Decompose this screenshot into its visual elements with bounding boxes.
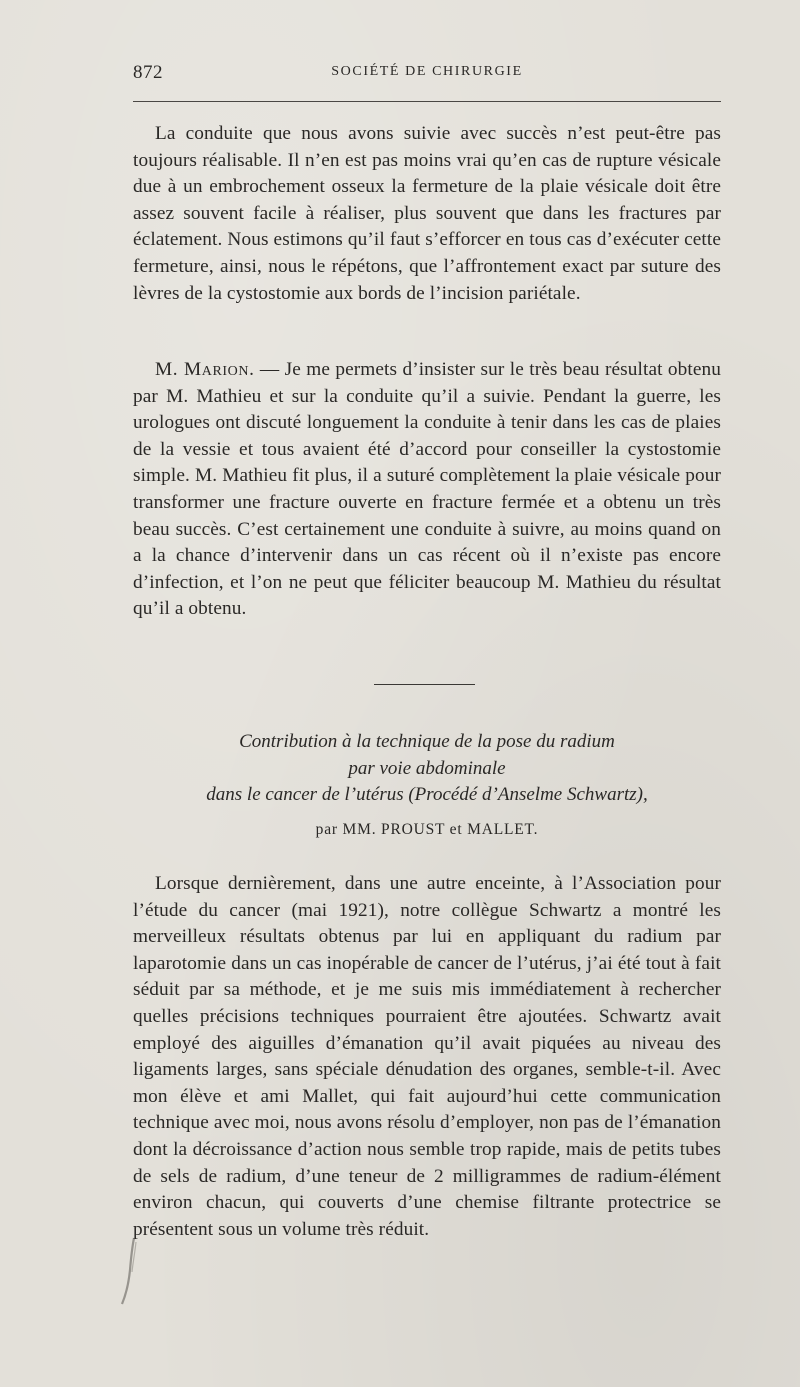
article-title-line: Contribution à la technique de la pose du radium <box>239 731 615 752</box>
article-title-line: par voie abdominale <box>348 757 506 779</box>
article-title-line: dans le cancer de l’utérus (Procédé d’Anselme Schwartz), <box>206 784 648 805</box>
running-title: SOCIÉTÉ DE CHIRURGIE <box>331 64 523 79</box>
page-number: 872 <box>133 62 163 83</box>
article-title <box>133 729 721 809</box>
ink-smudge <box>118 1236 142 1306</box>
header-rule <box>133 101 721 102</box>
section-divider <box>374 684 475 685</box>
paragraph-article-body: Lorsque dernièrement, dans une autre enceinte, à l’Association pour l’étude du cancer (mai 1921), notre collègue Schwartz a montré les merveilleux résultats obtenus par lui en appliquant du radium par laparotomie dans un cas inopérable de cancer de l’utérus, j’ai été tout à fait séduit par sa méthode, et je me suis mis immédiatement à rechercher quelles précisions techniques pourraient être ajoutées. Schwartz avait employé des aiguilles d’émanation qu’il avait piquées au niveau des ligaments larges, sans spéciale dénudation des organes, semble-t-il. Avec mon élève et ami Mallet, qui fait aujourd’hui cette communication technique avec moi, nous avons résolu d’employer, non pas de l’émanation dont la décroissance d’action nous semble trop rapide, mais de petits tubes de sels de radium, d’une teneur de 2 milligrammes de radium-élément environ chacun, qui couverts d’une chemise filtrante protectrice se présentent sous un volume très réduit. <box>133 873 721 1240</box>
speaker-name: M. Marion. <box>155 359 255 380</box>
article-byline: par MM. PROUST et MALLET. <box>315 821 539 838</box>
running-head <box>133 62 721 86</box>
paragraph-conclusion: La conduite que nous avons suivie avec succès n’est peut-être pas toujours réalisable. Il n’en est pas moins vrai qu’en cas de rupture vésicale due à un embrochement osseux la fermeture de la plaie vésicale doit être assez souvent facile à réaliser, plus souvent que dans les fractures par éclatement. Nous estimons qu’il faut s’efforcer en tous cas d’exécuter cette fermeture, ainsi, nous le répétons, que l’affrontement exact par suture des lèvres de la cystostomie aux bords de l’incision pariétale. <box>133 123 721 304</box>
paragraph-marion-remarks <box>133 357 721 623</box>
speaker-remarks: — Je me permets d’insister sur le très beau résultat obtenu par M. Mathieu et sur la conduite qu’il a suivie. Pendant la guerre, les urologues ont discuté longuement la conduite à tenir dans les cas de plaies de la vessie et tous avaient été d’accord pour conseiller la cystostomie simple. M. Mathieu fit plus, il a suturé complètement la plaie vésicale pour transformer une fracture ouverte en fracture fermée et a obtenu un très beau succès. C’est certainement une conduite à suivre, au moins quand on a la chance d’intervenir dans un cas récent où il n’existe pas encore d’infection, et l’on ne peut que féliciter beaucoup M. Mathieu du résultat qu’il a obtenu. <box>133 359 721 620</box>
